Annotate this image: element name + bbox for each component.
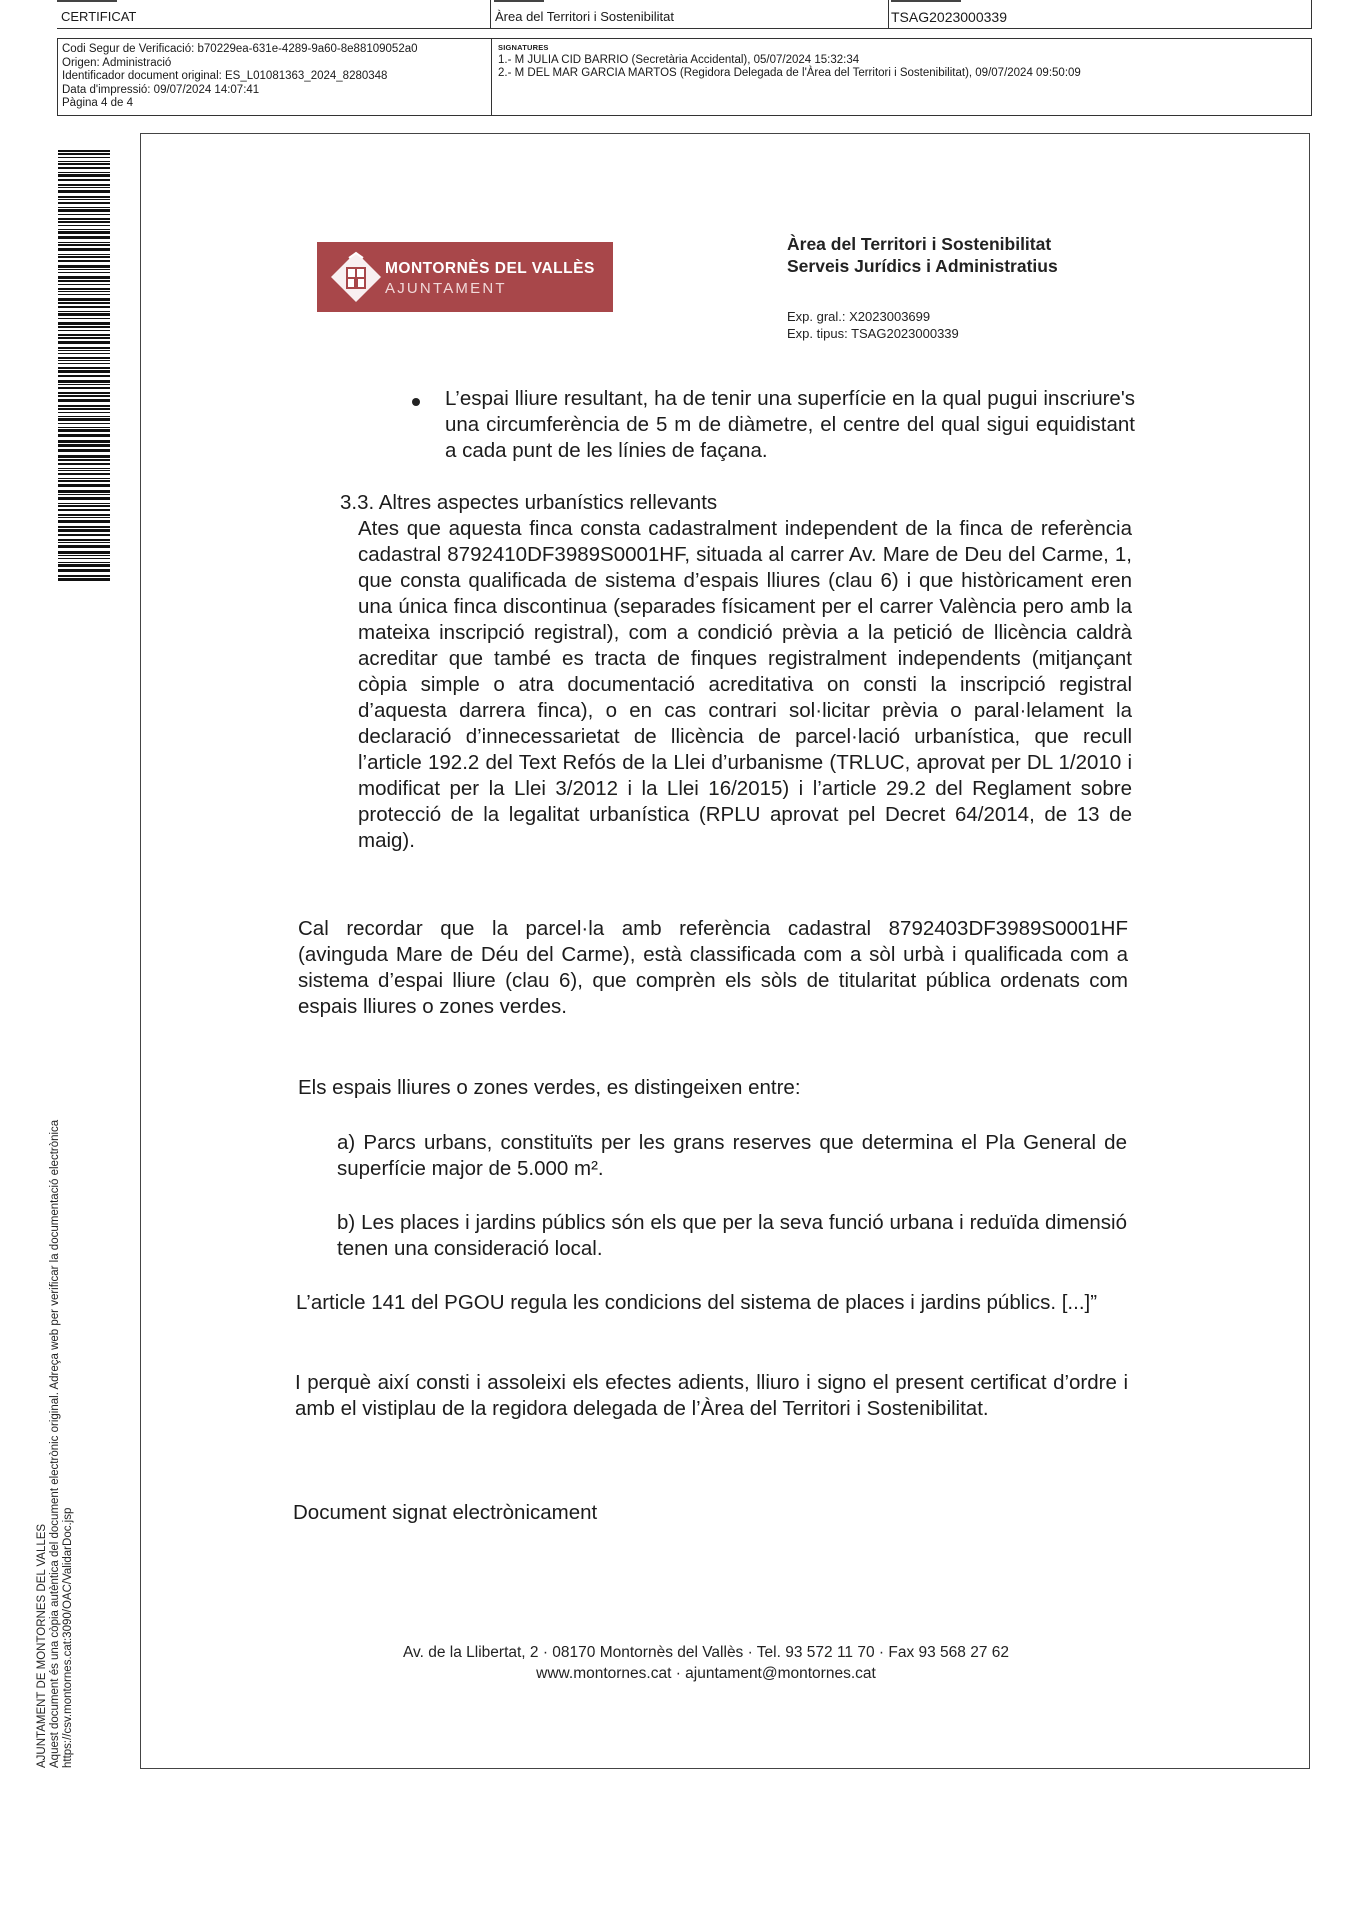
signatures-block bbox=[498, 41, 1081, 80]
signatures-label: SIGNATURES bbox=[498, 43, 549, 52]
signed-note: Document signat electrònicament bbox=[293, 1501, 598, 1524]
side-text-org: AJUNTAMENT DE MONTORNES DEL VALLES bbox=[36, 1523, 48, 1768]
csv-code: Codi Segur de Verificació: b70229ea-631e-4289-9a60-8e88109052a0 bbox=[62, 43, 418, 55]
page-footer bbox=[346, 1642, 1066, 1684]
header-row-top bbox=[57, 0, 1312, 29]
document-metadata bbox=[62, 43, 418, 111]
verification-header bbox=[57, 0, 1312, 118]
exp-type: Exp. tipus: TSAG2023000339 bbox=[787, 326, 959, 341]
side-text-url[interactable]: https://csv.montornes.cat:3090/OAC/ValidarDoc.jsp bbox=[62, 1507, 74, 1768]
doc-type: CERTIFICAT bbox=[61, 9, 137, 24]
section-paragraph: Ates que aquesta finca consta cadastralment independent de la finca de referència cadastral 8792410DF3989S0001HF, situada al carrer Av. Mare de Deu del Carme, 1, que consta qualificada de sistema d’espais lliures (clau 6) i que històricament eren una única finca discontinua (separades físicament per el carrer València pero amb la mateixa inscripció registral), com a condició prèvia a la petició de llicència caldrà acreditar que també es tracta de finques registralment independents (mitjançant còpia simple o atra documentació acreditativa on consti la inscripció registral d’aquesta darrera finca), o en cas contrari sol·licitar prèvia o paral·lelament la declaració d’innecessarietat de llicència de parcel·lació urbanística, que recull l’article 192.2 del Text Refós de la Llei d’urbanisme (TRLUC, aprovat per DL 1/2010 i modificat per la Llei 3/2012 i la Llei 16/2015) i l’article 29.2 del Reglament sobre protecció de la legalitat urbanística (RPLU aprovat pel Decret 64/2014, de 13 de maig). bbox=[358, 517, 1132, 852]
label-stub bbox=[57, 0, 117, 5]
divider bbox=[1311, 0, 1312, 28]
bullet-point bbox=[412, 398, 424, 410]
section-heading: 3.3. Altres aspectes urbanístics rellevants bbox=[340, 491, 718, 514]
origin: Origen: Administració bbox=[62, 56, 172, 69]
expedient-numbers bbox=[787, 308, 959, 342]
logo-subtitle: AJUNTAMENT bbox=[385, 280, 507, 297]
print-date: Data d'impressió: 09/07/2024 14:07:41 bbox=[62, 83, 260, 96]
label-stub bbox=[891, 0, 961, 5]
divider bbox=[888, 0, 889, 28]
coat-of-arms-icon bbox=[329, 250, 383, 304]
signature-2: 2.- M DEL MAR GARCIA MARTOS (Regidora Delegada de l'Àrea del Territori i Sostenibilitat), 09/07/2024 09:50:09 bbox=[498, 67, 1081, 79]
paragraph-distinction: Els espais lliures o zones verdes, es distingeixen entre: bbox=[298, 1076, 801, 1099]
municipal-logo bbox=[317, 242, 613, 312]
list-item-a: a) Parcs urbans, constituïts per les grans reserves que determina el Pla General de superfície major de 5.000 m². bbox=[337, 1131, 1127, 1180]
header-row-details bbox=[57, 38, 1312, 116]
bullet-paragraph: L’espai lliure resultant, ha de tenir una superfície en la qual pugui inscriure's una circumferència de 5 m de diàmetre, el centre del qual sigui equidistant a cada punt de les línies de façana. bbox=[445, 387, 1135, 462]
footer-address: Av. de la Llibertat, 2 · 08170 Montornès del Vallès · Tel. 93 572 11 70 · Fax 93 568 27 62 bbox=[402, 1644, 1010, 1661]
list-item-b: b) Les places i jardins públics són els que per la seva funció urbana i reduïda dimensió tenen una consideració local. bbox=[337, 1211, 1127, 1260]
area-name: Àrea del Territori i Sostenibilitat bbox=[495, 9, 674, 24]
logo-title: MONTORNÈS DEL VALLÈS bbox=[385, 260, 595, 277]
department-service: Serveis Jurídics i Administratius bbox=[787, 256, 1058, 276]
label-stub bbox=[494, 0, 544, 5]
barcode-image bbox=[58, 150, 110, 702]
signature-1: 1.- M JULIA CID BARRIO (Secretària Accidental), 05/07/2024 15:32:34 bbox=[498, 54, 860, 66]
original-id: Identificador document original: ES_L01081363_2024_8280348 bbox=[62, 70, 388, 82]
department-area: Àrea del Territori i Sostenibilitat bbox=[787, 234, 1052, 254]
footer-web[interactable]: www.montornes.cat · ajuntament@montornes.cat bbox=[536, 1665, 876, 1682]
side-verification-text bbox=[36, 988, 75, 1768]
paragraph-certification: I perquè així consti i assoleixi els efectes adients, lliuro i signo el present certificat d’ordre i amb el vistiplau de la regidora delegada de l’Àrea del Territori i Sostenibilitat. bbox=[295, 1371, 1128, 1420]
side-text-note: Aquest document és una còpia autèntica del document electrònic original. Adreça web per verificar la documentació electrònica bbox=[49, 1119, 61, 1768]
paragraph-parcel: Cal recordar que la parcel·la amb referència cadastral 8792403DF3989S0001HF (avinguda Mare de Déu del Carme), està classificada com a sòl urbà i qualificada com a sistema d’espai lliure (clau 6), que comprèn els sòls de titularitat pública ordenats com espais lliures o zones verdes. bbox=[298, 917, 1128, 1018]
exp-general: Exp. gral.: X2023003699 bbox=[787, 309, 931, 324]
divider bbox=[491, 39, 492, 115]
divider bbox=[490, 0, 491, 28]
reference-code: TSAG2023000339 bbox=[891, 9, 1007, 25]
department-heading bbox=[787, 233, 1058, 277]
page-number: Pàgina 4 de 4 bbox=[62, 97, 133, 109]
paragraph-article-141: L’article 141 del PGOU regula les condicions del sistema de places i jardins públics. [...]” bbox=[296, 1291, 1098, 1314]
